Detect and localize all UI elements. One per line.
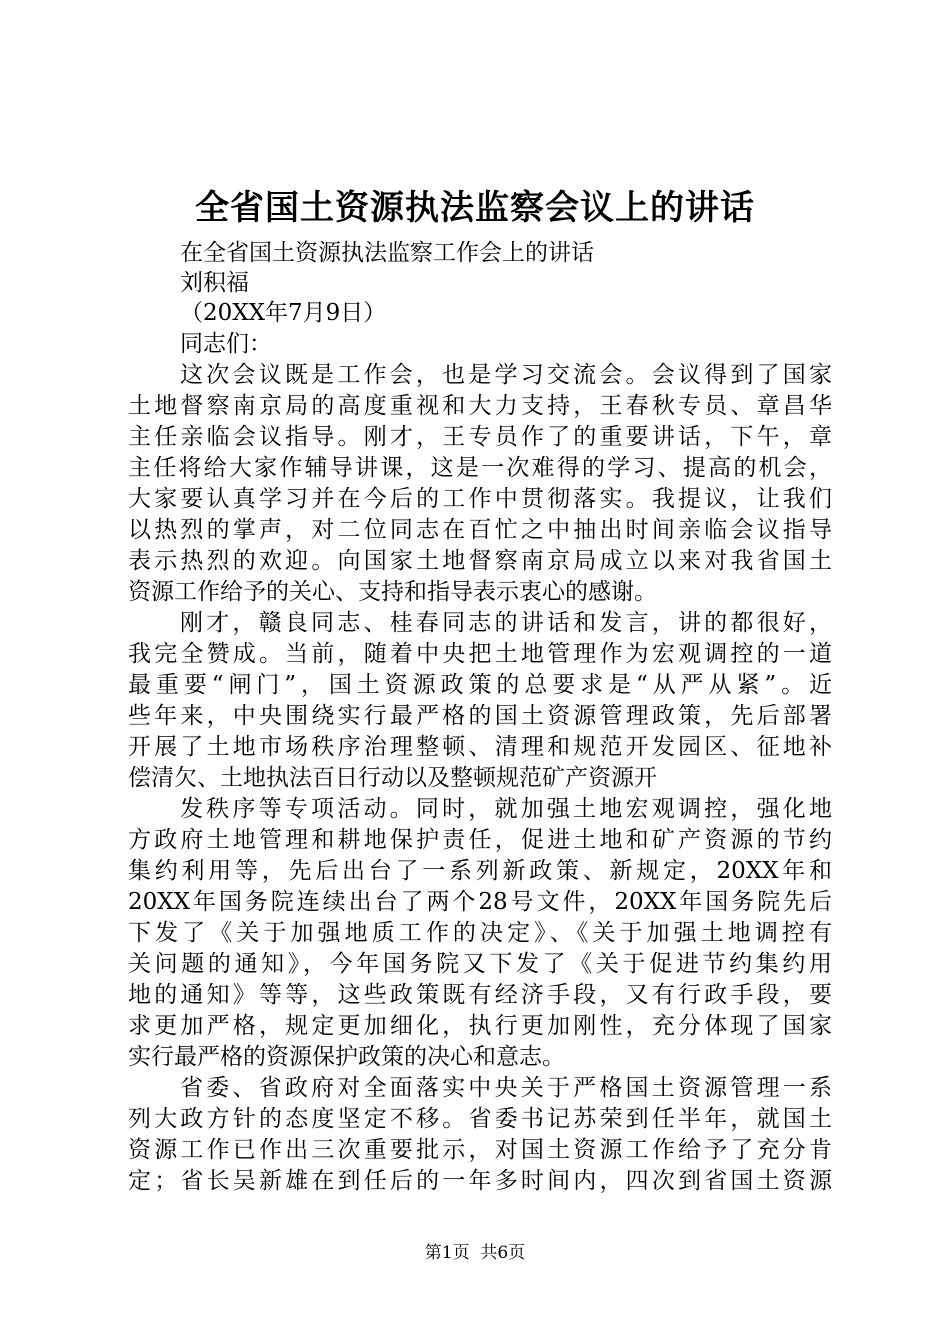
page-footer: 第1页 共6页 (424, 1243, 526, 1263)
body-line: 主任亲临会议指导。刚才，王专员作了的重要讲话，下午，章 (128, 424, 832, 450)
body-line: 关问题的通知》，今年国务院又下发了《关于促进节约集约用 (128, 951, 832, 977)
body-line: 偿清欠、土地执法百日行动以及整顿规范矿产资源开 (128, 765, 657, 791)
body-line: 下发了《关于加强地质工作的决定》、《关于加强土地调控有 (128, 920, 832, 946)
body-line: 列大政方针的态度坚定不移。省委书记苏荣到任半年，就国土 (128, 1106, 832, 1132)
body-line: 我完全赞成。当前，随着中央把土地管理作为宏观调控的一道 (128, 641, 832, 667)
body-line: 资源工作给予的关心、支持和指导表示衷心的感谢。 (128, 579, 657, 605)
body-line: 资源工作已作出三次重要批示，对国土资源工作给予了充分肯 (128, 1137, 832, 1163)
body-line: 方政府土地管理和耕地保护责任，促进土地和矿产资源的节约 (128, 827, 832, 853)
body-line: 刚才，赣良同志、桂春同志的讲话和发言，讲的都很好， (180, 610, 832, 636)
body-line: 这次会议既是工作会，也是学习交流会。会议得到了国家 (180, 362, 832, 388)
body-line: 实行最严格的资源保护政策的决心和意志。 (128, 1044, 565, 1070)
body-line: 省委、省政府对全面落实中央关于严格国土资源管理一系 (180, 1075, 832, 1101)
document-author: 刘积福 (180, 270, 249, 296)
body-line: 求更加严格，规定更加细化，执行更加刚性，充分体现了国家 (128, 1013, 832, 1039)
body-line: 些年来，中央围绕实行最严格的国土资源管理政策，先后部署 (128, 703, 832, 729)
document-date: （20XX年7月9日） (180, 300, 387, 326)
body-line: 最重要“闸门”，国土资源政策的总要求是“从严从紧”。近 (128, 672, 832, 698)
document-subtitle: 在全省国土资源执法监察工作会上的讲话 (180, 240, 594, 266)
document-salutation: 同志们： (180, 331, 272, 357)
body-line: 20XX年国务院连续出台了两个28号文件，20XX年国务院先后 (128, 889, 832, 915)
body-line: 开展了土地市场秩序治理整顿、清理和规范开发园区、征地补 (128, 734, 832, 760)
body-line: 地的通知》等等，这些政策既有经济手段，又有行政手段，要 (128, 982, 832, 1008)
body-line: 主任将给大家作辅导讲课，这是一次难得的学习、提高的机会， (128, 455, 832, 481)
body-line: 土地督察南京局的高度重视和大力支持，王春秋专员、章昌华 (128, 393, 832, 419)
body-line: 大家要认真学习并在今后的工作中贯彻落实。我提议，让我们 (128, 486, 832, 512)
body-line: 发秩序等专项活动。同时，就加强土地宏观调控，强化地 (180, 796, 832, 822)
body-line: 定；省长吴新雄在到任后的一年多时间内，四次到省国土资源 (128, 1168, 832, 1194)
body-line: 表示热烈的欢迎。向国家土地督察南京局成立以来对我省国土 (128, 548, 832, 574)
body-line: 以热烈的掌声，对二位同志在百忙之中抽出时间亲临会议指导 (128, 517, 832, 543)
body-line: 集约利用等，先后出台了一系列新政策、新规定，20XX年和 (128, 858, 832, 884)
document-title: 全省国土资源执法监察会议上的讲话 (195, 188, 755, 228)
